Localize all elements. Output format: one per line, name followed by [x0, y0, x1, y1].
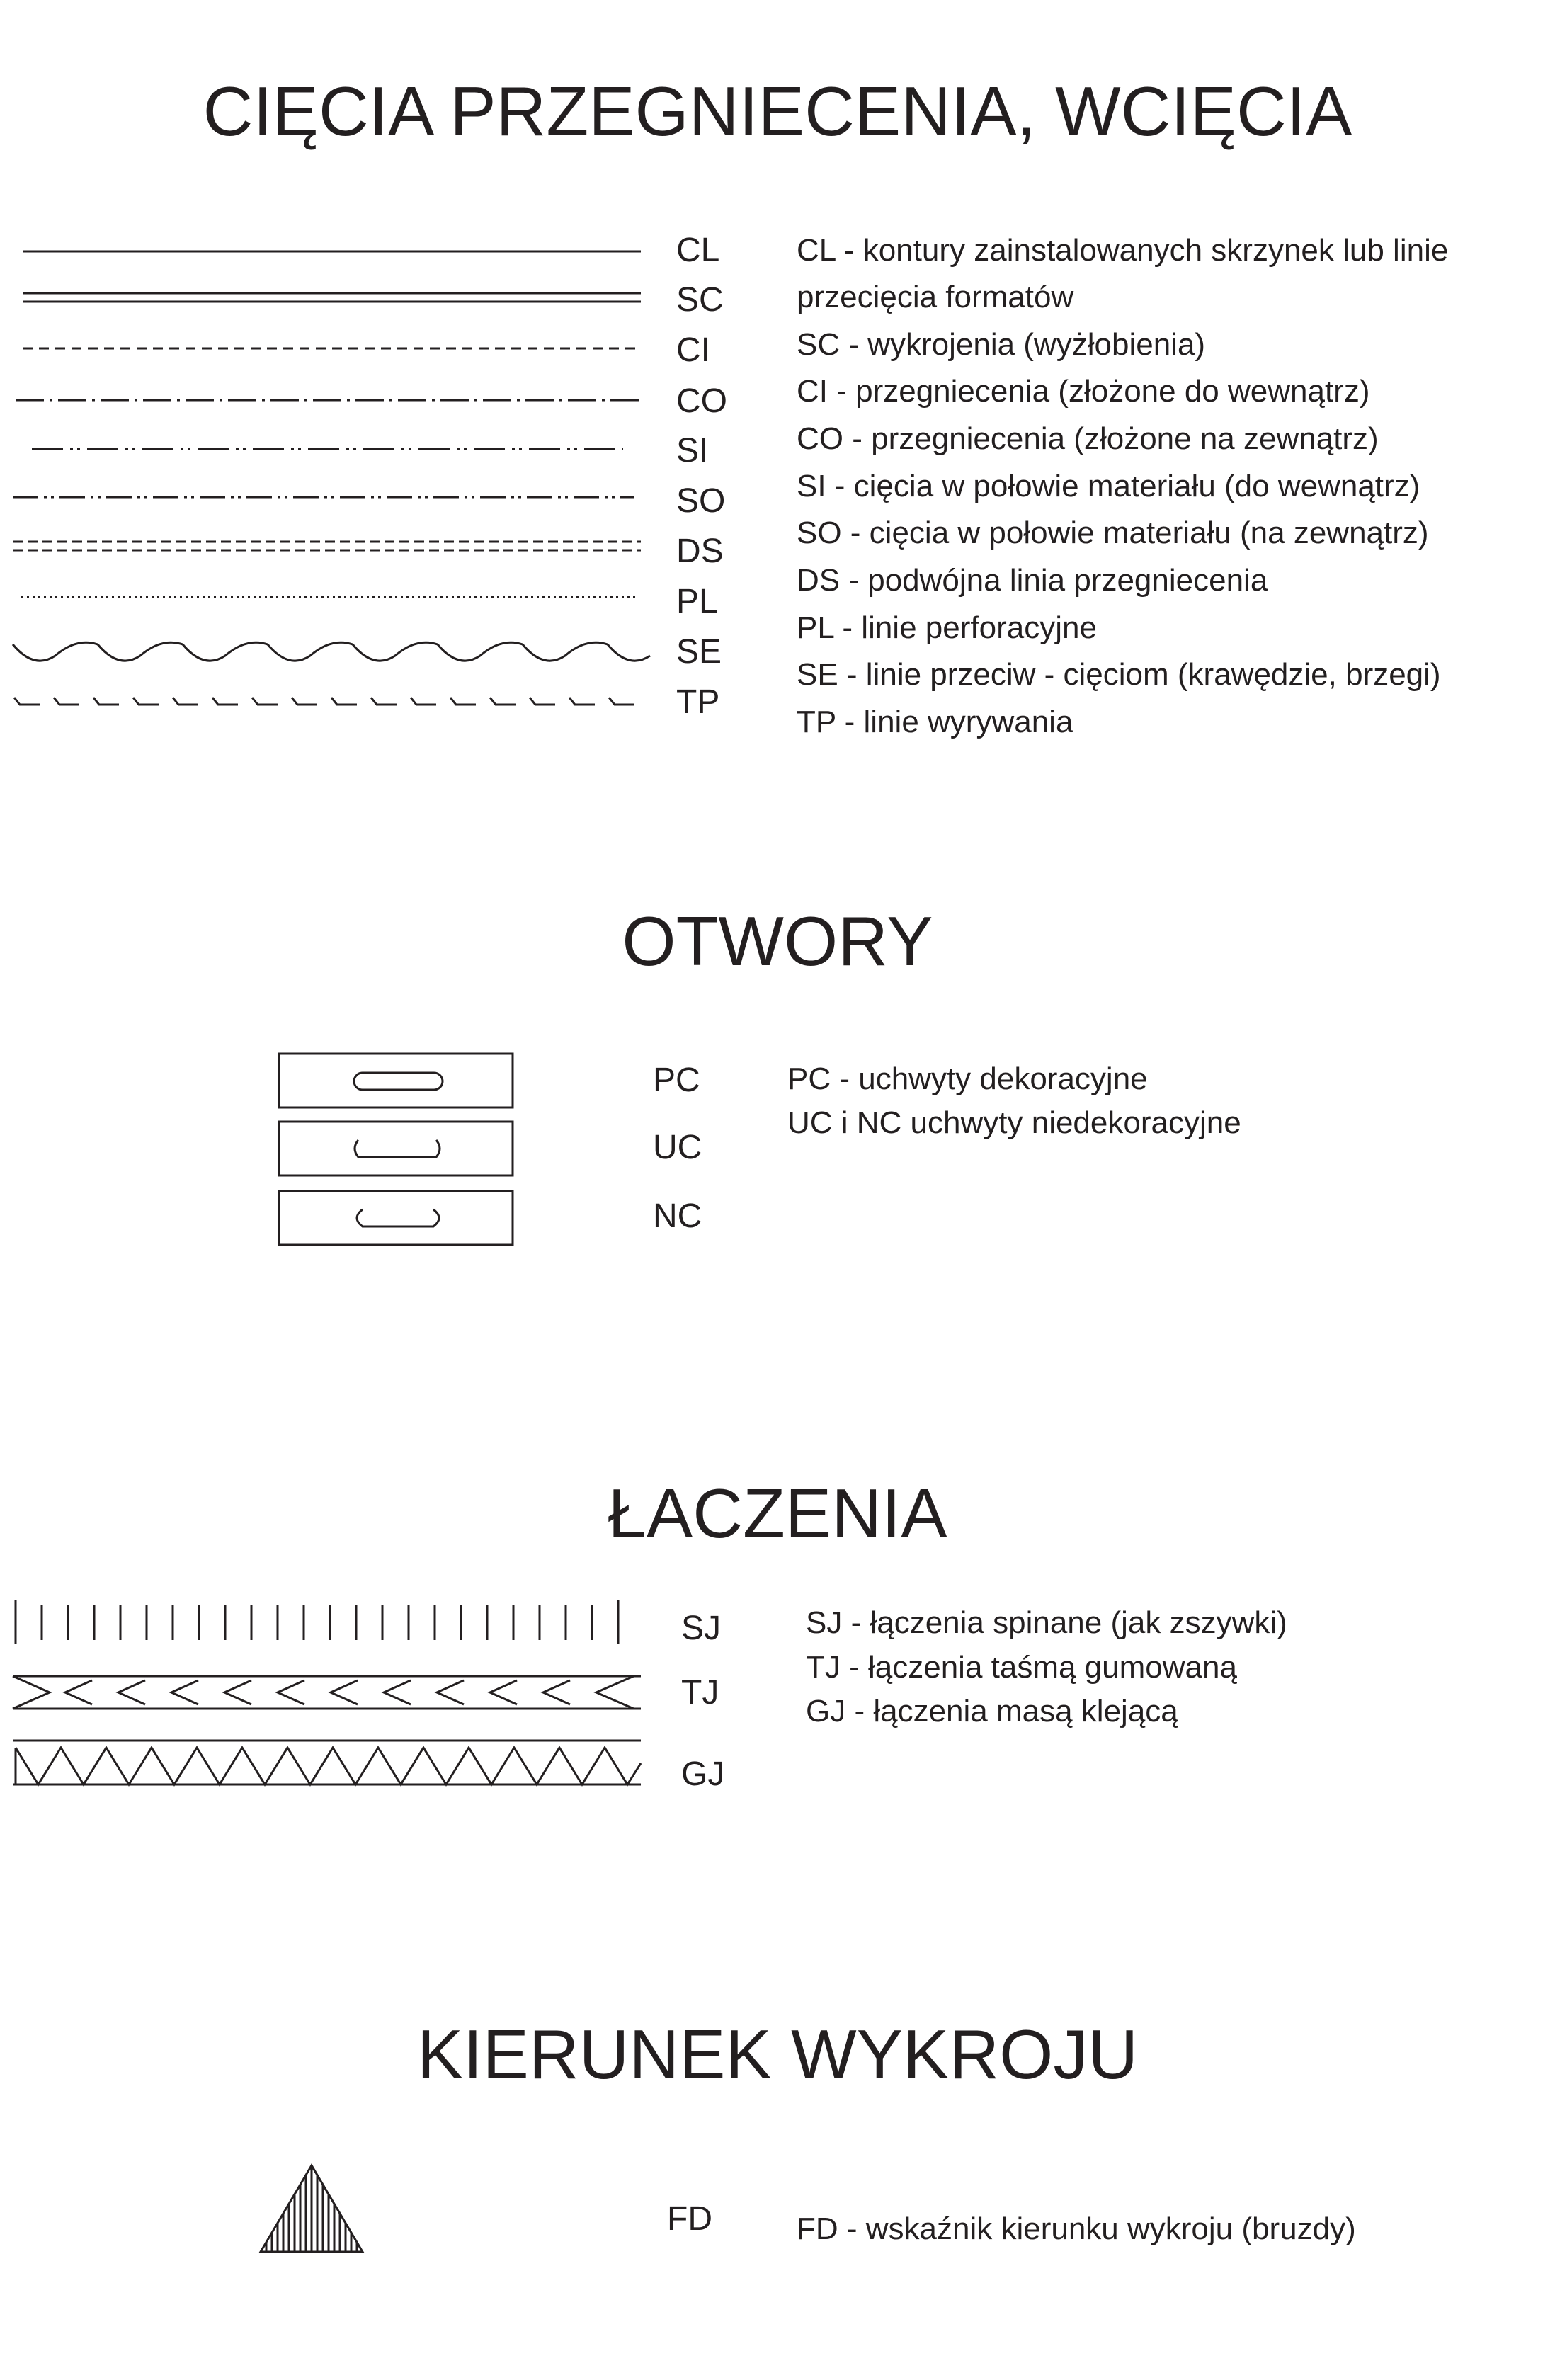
joints-code-tj: TJ [681, 1674, 719, 1712]
holes-desc-1: UC i NC uchwyty niedekoracyjne [787, 1105, 1241, 1140]
direction-code-fd: FD [667, 2200, 712, 2238]
nc-handle-symbol [279, 1191, 513, 1245]
cuts-code-tp: TP [676, 683, 720, 721]
joints-desc-2: GJ - łączenia masą klejącą [806, 1694, 1178, 1729]
cuts-code-ds: DS [676, 533, 724, 570]
sj-joint-symbol [16, 1600, 618, 1644]
ds-line-symbol [13, 542, 641, 550]
uc-handle-symbol [279, 1122, 513, 1175]
se-line-symbol [13, 642, 650, 661]
joints-code-sj: SJ [681, 1610, 722, 1647]
joints-desc-0: SJ - łączenia spinane (jak zszywki) [806, 1605, 1287, 1640]
holes-code-nc: NC [653, 1197, 702, 1235]
handle-symbols [0, 1034, 1555, 1317]
holes-desc-0: PC - uchwyty dekoracyjne [787, 1061, 1148, 1096]
cuts-desc-7: DS - podwójna linia przegniecenia [797, 563, 1268, 598]
tp-line-symbol [14, 698, 634, 705]
joints-code-gj: GJ [681, 1755, 725, 1793]
cuts-desc-6: SO - cięcia w połowie materiału (na zewnątrz) [797, 516, 1429, 550]
cuts-code-co: CO [676, 382, 727, 420]
cuts-desc-4: CO - przegniecenia (złożone na zewnątrz) [797, 421, 1379, 456]
joint-symbols [0, 1586, 1555, 1799]
holes-code-pc: PC [653, 1061, 700, 1099]
cuts-code-pl: PL [676, 583, 718, 620]
cuts-code-ci: CI [676, 331, 710, 369]
cuts-code-si: SI [676, 432, 709, 469]
cuts-desc-8: PL - linie perforacyjne [797, 610, 1097, 645]
cuts-desc-10: TP - linie wyrywania [797, 705, 1073, 739]
cuts-code-so: SO [676, 482, 726, 520]
direction-desc-0: FD - wskaźnik kierunku wykroju (bruzdy) [797, 2211, 1356, 2246]
cuts-desc-3: CI - przegniecenia (złożone do wewnątrz) [797, 374, 1370, 409]
cuts-section-title: CIĘCIA PRZEGNIECENIA, WCIĘCIA [203, 72, 1352, 150]
cuts-desc-2: SC - wykrojenia (wyżłobienia) [797, 327, 1206, 362]
cuts-code-se: SE [676, 633, 722, 671]
cuts-desc-5: SI - cięcia w połowie materiału (do wewnątrz) [797, 469, 1420, 503]
gj-joint-symbol [13, 1741, 641, 1784]
cuts-desc-0: CL - kontury zainstalowanych skrzynek lub linie [797, 233, 1449, 268]
joints-desc-1: TJ - łączenia taśmą gumowaną [806, 1650, 1237, 1685]
cuts-desc-1: przecięcia formatów [797, 280, 1074, 314]
holes-section-title: OTWORY [622, 902, 933, 980]
sc-line-symbol [23, 293, 641, 302]
cuts-code-cl: CL [676, 232, 720, 269]
pc-handle-symbol [279, 1054, 513, 1108]
cuts-desc-9: SE - linie przeciw - cięciom (krawędzie, brzegi) [797, 657, 1441, 692]
tj-joint-symbol [13, 1676, 641, 1709]
joints-section-title: ŁACZENIA [608, 1474, 947, 1552]
direction-section-title: KIERUNEK WYKROJU [416, 2015, 1139, 2093]
cuts-code-sc: SC [676, 281, 724, 319]
holes-code-uc: UC [653, 1129, 702, 1166]
